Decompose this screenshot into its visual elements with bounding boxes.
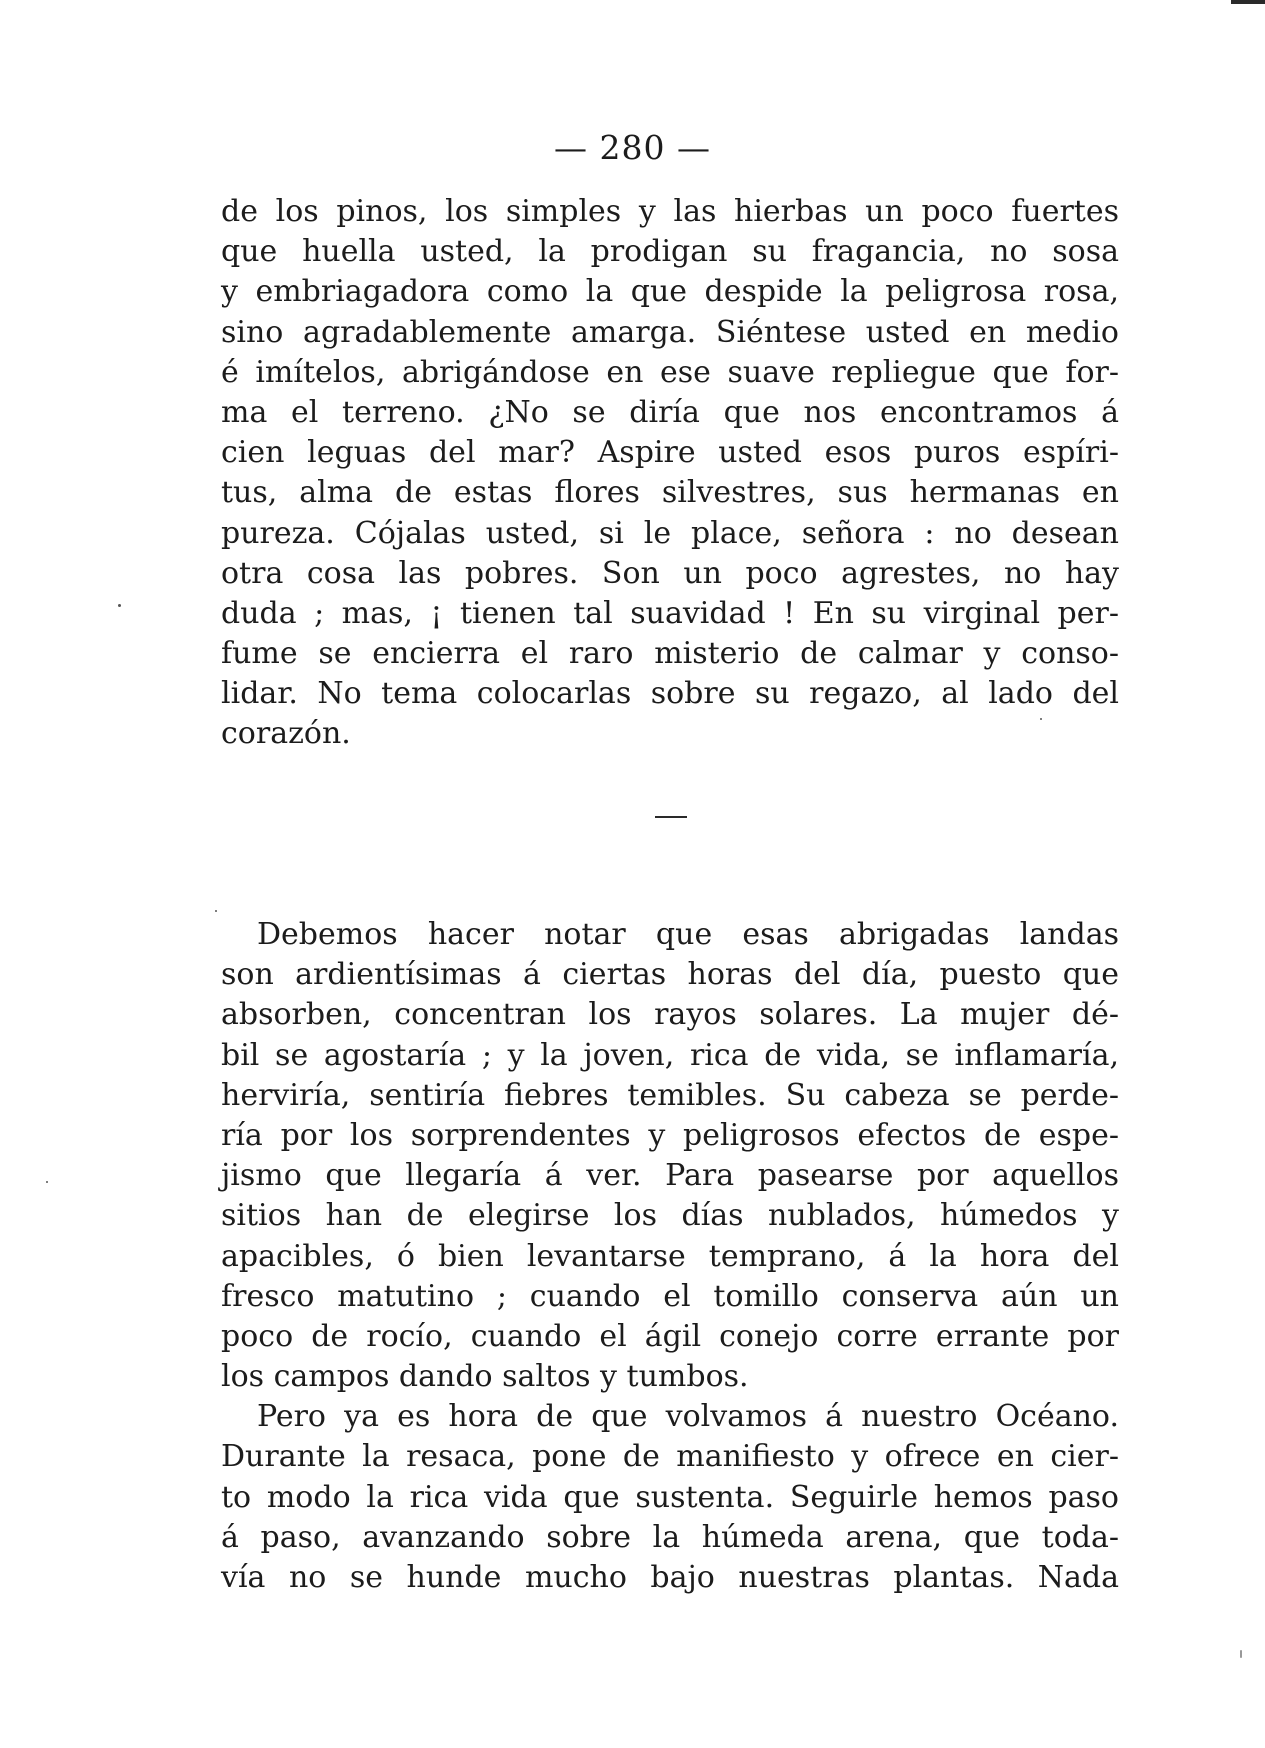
text-line: absorben, concentran los rayos solares. La mujer dé- [221,997,1119,1033]
text-line: vía no se hunde mucho bajo nuestras plantas. Nada [221,1560,1119,1595]
text-line: duda ; mas, ¡ tienen tal suavidad ! En su virginal per- [221,595,1119,631]
text-line: que huella usted, la prodigan su fragancia, no sosa [221,234,1119,270]
text-line: ma el terreno. ¿No se diría que nos encontramos á [221,394,1119,430]
corner-mark [1231,0,1265,4]
text-line: to modo la rica vida que sustenta. Seguirle hemos paso [221,1479,1119,1515]
paper-speck [1040,718,1042,720]
text-line: Pero ya es hora de que volvamos á nuestro Océano. [257,1399,1119,1435]
text-line: son ardientísimas á ciertas horas del día, puesto que [221,957,1119,993]
text-line: á paso, avanzando sobre la húmeda arena, que toda- [221,1519,1119,1555]
paragraph-1 [221,192,1119,755]
paragraph-2 [221,915,1119,1598]
text-line: ría por los sorprendentes y peligrosos efectos de espe- [221,1117,1119,1153]
text-line: é imítelos, abrigándose en ese suave repliegue que for- [221,354,1119,390]
text-line: Durante la resaca, pone de manifiesto y ofrece en cier- [221,1439,1119,1475]
page-number: — 280 — [554,128,711,167]
section-separator [655,816,687,818]
paper-speck [1240,1650,1242,1658]
text-line: herviría, sentiría fiebres temibles. Su cabeza se perde- [221,1077,1119,1113]
text-line: lidar. No tema colocarlas sobre su regazo, al lado del [221,676,1119,712]
text-line: cien leguas del mar? Aspire usted esos puros espíri- [221,435,1119,471]
text-line: tus, alma de estas flores silvestres, sus hermanas en [221,475,1119,511]
text-line: corazón. [221,716,351,752]
text-line: fume se encierra el raro misterio de calmar y conso- [221,636,1119,672]
text-line: poco de rocío, cuando el ágil conejo corre errante por [221,1318,1119,1354]
text-line: bil se agostaría ; y la joven, rica de vida, se inflamaría, [221,1037,1119,1073]
text-line: de los pinos, los simples y las hierbas un poco fuertes [221,194,1119,229]
text-line: jismo que llegaría á ver. Para pasearse por aquellos [221,1158,1119,1194]
paper-speck [215,910,217,912]
text-line: pureza. Cójalas usted, si le place, señora : no desean [221,515,1119,551]
paper-speck [46,1181,48,1183]
text-line: los campos dando saltos y tumbos. [221,1359,749,1395]
text-line: y embriagadora como la que despide la peligrosa rosa, [221,274,1119,310]
text-line: apacibles, ó bien levantarse temprano, á la hora del [221,1238,1119,1274]
text-line: Debemos hacer notar que esas abrigadas landas [257,917,1119,952]
text-line: fresco matutino ; cuando el tomillo conserva aún un [221,1278,1119,1314]
text-line: sino agradablemente amarga. Siéntese usted en medio [221,314,1119,350]
text-line: sitios han de elegirse los días nublados, húmedos y [221,1198,1119,1234]
paper-speck [118,604,121,607]
text-line: otra cosa las pobres. Son un poco agrestes, no hay [221,555,1119,591]
